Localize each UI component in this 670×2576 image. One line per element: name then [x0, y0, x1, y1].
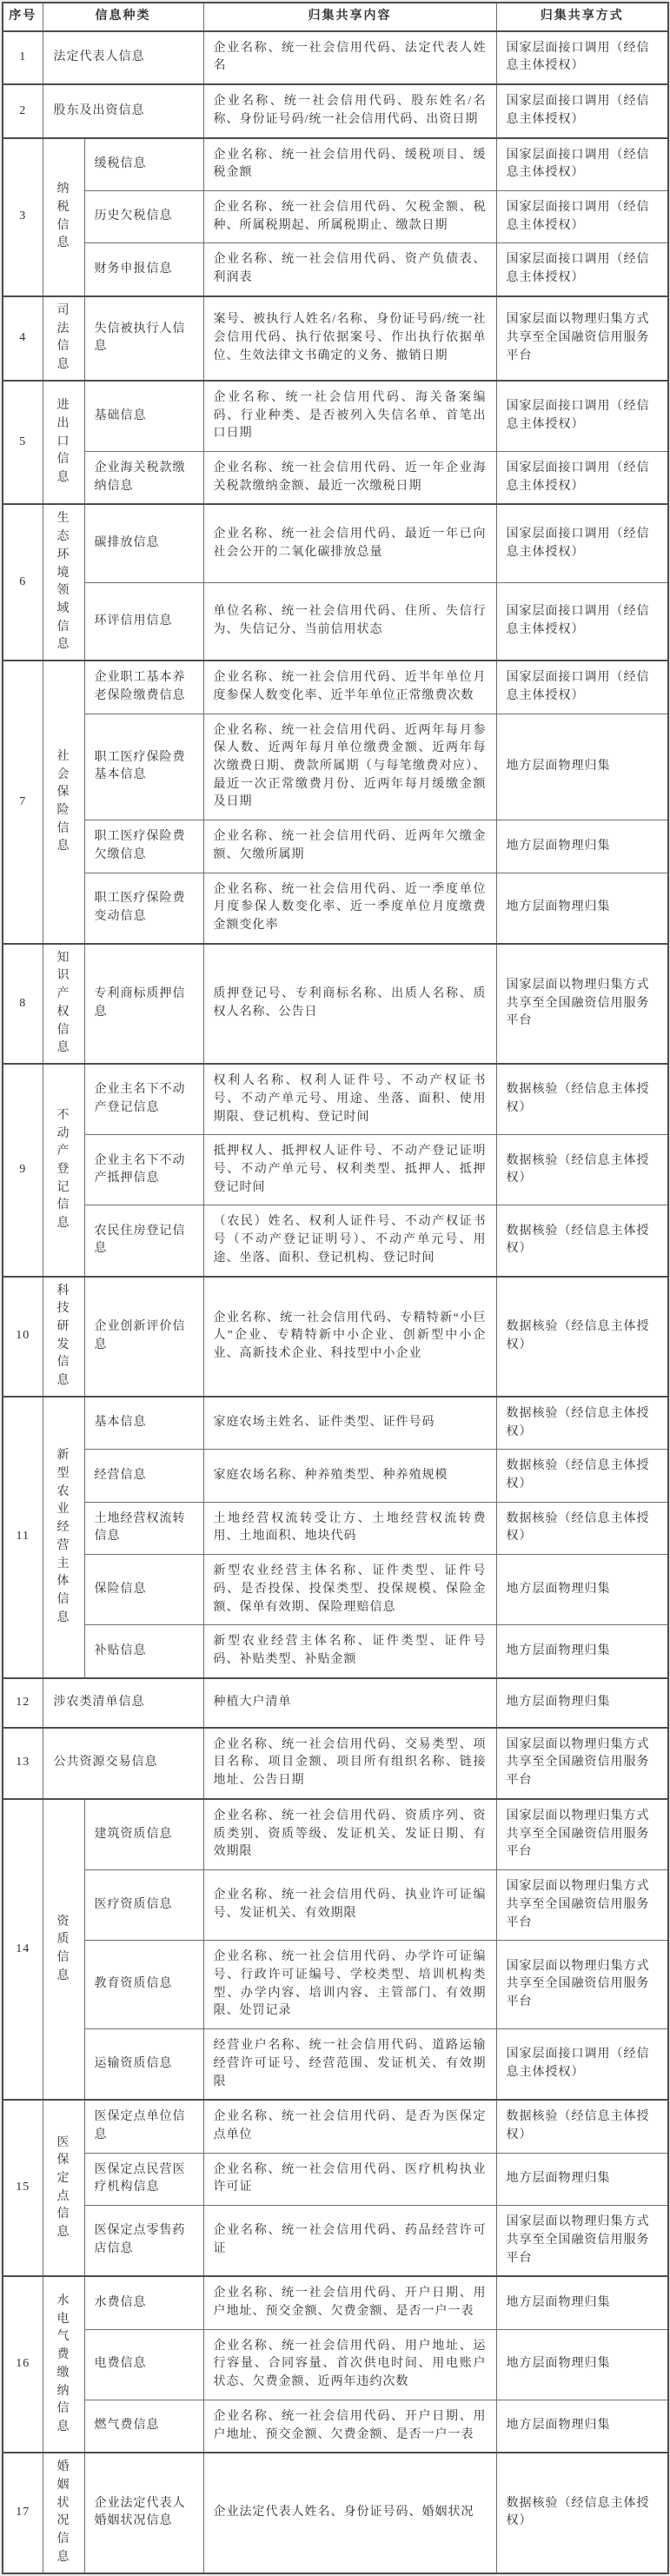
category-cell: 婚姻状况信息	[43, 2453, 84, 2573]
table-row	[3, 31, 668, 84]
content-cell: 新型农业经营主体名称、证件类型、证件号码、补贴类型、补贴金额	[203, 1625, 496, 1678]
table-row	[3, 1502, 668, 1554]
content-cell: 企业名称、统一社会信用代码、开户日期、用户地址、预交金额、欠费金额、是否一户一表	[203, 2400, 496, 2453]
header-serial: 序号	[3, 3, 43, 31]
content-cell: 企业名称、统一社会信用代码、用户地址、运行容量、合同容量、首次供电时间、用电账户状态、欠费金额、近两年违约次数	[203, 2329, 496, 2400]
content-cell: 企业名称、统一社会信用代码、法定代表人姓名	[203, 31, 496, 84]
table-row	[3, 2206, 668, 2277]
subcategory-cell: 教育资质信息	[84, 1941, 203, 2029]
method-cell: 数据核验（经信息主体授权）	[496, 1064, 668, 1135]
method-cell: 国家层面接口调用（经信息主体授权）	[496, 451, 668, 504]
header-row	[3, 3, 668, 31]
header-content: 归集共享内容	[203, 3, 496, 31]
serial-cell: 16	[3, 2276, 43, 2453]
content-cell: 企业名称、统一社会信用代码、最近一年已向社会公开的二氧化碳排放总量	[203, 504, 496, 582]
method-cell: 数据核验（经信息主体授权）	[496, 2453, 668, 2573]
content-cell: 企业名称、统一社会信用代码、交易类型、项目名称、项目金额、项目所有组织名称、链接地址、公告日期	[203, 1728, 496, 1799]
method-cell: 国家层面接口调用（经信息主体授权）	[496, 191, 668, 243]
method-cell: 地方层面物理归集	[496, 2153, 668, 2205]
table-row	[3, 1450, 668, 1502]
table-row	[3, 138, 668, 191]
subcategory-cell: 财务申报信息	[84, 243, 203, 296]
content-cell: 企业名称、统一社会信用代码、资质序列、资质类别、资质等级、发证机关、发证日期、有效期限	[203, 1799, 496, 1870]
method-cell: 国家层面接口调用（经信息主体授权）	[496, 2029, 668, 2101]
content-cell: 企业名称、统一社会信用代码、近一季度单位月度参保人数变化率、近一季度单位月度缴费金额变化率	[203, 873, 496, 944]
table-row	[3, 191, 668, 243]
method-cell: 国家层面接口调用（经信息主体授权）	[496, 504, 668, 582]
content-cell: 企业名称、统一社会信用代码、欠税金额、税种、所属税期起、所属税期止、缴款日期	[203, 191, 496, 243]
content-cell: 抵押权人、抵押权人证件号、不动产登记证明号、不动产单元号、权利类型、抵押人、抵押登记时间	[203, 1135, 496, 1205]
serial-cell: 2	[3, 84, 43, 137]
serial-cell: 6	[3, 504, 43, 661]
method-cell: 地方层面物理归集	[496, 873, 668, 944]
table-row	[3, 2453, 668, 2573]
method-cell: 国家层面接口调用（经信息主体授权）	[496, 31, 668, 84]
method-cell: 国家层面以物理归集方式共享至全国融资信用服务平台	[496, 1870, 668, 1941]
category-cell: 股东及出资信息	[43, 84, 203, 137]
table-row	[3, 84, 668, 137]
serial-cell: 9	[3, 1064, 43, 1276]
content-cell: 企业名称、统一社会信用代码、资产负债表、利润表	[203, 243, 496, 296]
category-cell: 纳税信息	[43, 138, 84, 296]
table-row	[3, 1135, 668, 1205]
category-cell: 资质信息	[43, 1799, 84, 2100]
method-cell: 地方层面物理归集	[496, 1625, 668, 1678]
content-cell: 新型农业经营主体名称、证件类型、证件号码、是否投保、投保类型、投保规模、保险金额、保单有效期、保险理赔信息	[203, 1555, 496, 1625]
method-cell: 国家层面以物理归集方式共享至全国融资信用服务平台	[496, 296, 668, 381]
subcategory-cell: 水费信息	[84, 2276, 203, 2329]
method-cell: 国家层面以物理归集方式共享至全国融资信用服务平台	[496, 2206, 668, 2277]
method-cell: 数据核验（经信息主体授权）	[496, 2100, 668, 2153]
table-row	[3, 1728, 668, 1799]
content-cell: 企业名称、统一社会信用代码、近两年欠缴金额、欠缴所属期	[203, 820, 496, 873]
content-cell: 家庭农场名称、种养殖类型、种养殖规模	[203, 1450, 496, 1502]
table-row	[3, 504, 668, 582]
method-cell: 数据核验（经信息主体授权）	[496, 1135, 668, 1205]
method-cell: 国家层面以物理归集方式共享至全国融资信用服务平台	[496, 1941, 668, 2029]
category-cell: 司法信息	[43, 296, 84, 381]
serial-cell: 11	[3, 1397, 43, 1678]
method-cell: 数据核验（经信息主体授权）	[496, 1502, 668, 1554]
table-row	[3, 2153, 668, 2205]
table-row	[3, 1205, 668, 1277]
subcategory-cell: 企业主名下不动产登记信息	[84, 1064, 203, 1135]
table-row	[3, 1277, 668, 1397]
subcategory-cell: 专利商标质押信息	[84, 944, 203, 1064]
content-cell: 企业名称、统一社会信用代码、缓税项目、缓税金额	[203, 138, 496, 191]
content-cell: 企业名称、统一社会信用代码、办学许可证编号、行政许可证编号、学校类型、培训机构类型、办学内容、培训内容、主管部门、有效期限、处罚记录	[203, 1941, 496, 2029]
table-row	[3, 873, 668, 944]
category-cell: 涉农类清单信息	[43, 1678, 203, 1728]
content-cell: 企业名称、统一社会信用代码、药品经营许可证	[203, 2206, 496, 2277]
subcategory-cell: 电费信息	[84, 2329, 203, 2400]
method-cell: 数据核验（经信息主体授权）	[496, 1277, 668, 1397]
content-cell: 案号、被执行人姓名/名称、身份证号码/统一社会信用代码、执行依据案号、作出执行依据单位、生效法律文书确定的义务、撤销日期	[203, 296, 496, 381]
table-row	[3, 381, 668, 452]
method-cell: 地方层面物理归集	[496, 1555, 668, 1625]
subcategory-cell: 企业职工基本养老保险缴费信息	[84, 661, 203, 714]
info-table-body	[3, 31, 668, 2573]
subcategory-cell: 企业法定代表人婚姻状况信息	[84, 2453, 203, 2573]
table-row	[3, 2400, 668, 2453]
serial-cell: 10	[3, 1277, 43, 1397]
method-cell: 数据核验（经信息主体授权）	[496, 1450, 668, 1502]
header-method: 归集共享方式	[496, 3, 668, 31]
content-cell: 家庭农场主姓名、证件类型、证件号码	[203, 1397, 496, 1450]
category-cell: 医保定点信息	[43, 2100, 84, 2276]
subcategory-cell: 医保定点零售药店信息	[84, 2206, 203, 2277]
content-cell: 企业名称、统一社会信用代码、开户日期、用户地址、预交金额、欠费金额、是否一户一表	[203, 2276, 496, 2329]
content-cell: 企业名称、统一社会信用代码、专精特新“小巨人”企业、专精特新中小企业、创新型中小企业、高新技术企业、科技型中小企业	[203, 1277, 496, 1397]
method-cell: 地方层面物理归集	[496, 2329, 668, 2400]
subcategory-cell: 历史欠税信息	[84, 191, 203, 243]
subcategory-cell: 职工医疗保险费变动信息	[84, 873, 203, 944]
method-cell: 国家层面接口调用（经信息主体授权）	[496, 138, 668, 191]
method-cell: 地方层面物理归集	[496, 2276, 668, 2329]
category-cell: 法定代表人信息	[43, 31, 203, 84]
category-cell: 新型农业经营主体信息	[43, 1397, 84, 1678]
content-cell: 企业名称、统一社会信用代码、医疗机构执业许可证	[203, 2153, 496, 2205]
subcategory-cell: 基础信息	[84, 381, 203, 452]
table-row	[3, 2276, 668, 2329]
subcategory-cell: 医疗资质信息	[84, 1870, 203, 1941]
table-row	[3, 1799, 668, 1870]
category-cell: 社会保险信息	[43, 661, 84, 944]
table-row	[3, 1870, 668, 1941]
content-cell: 企业名称、统一社会信用代码、股东姓名/名称、身份证号码/统一社会信用代码、出资日期	[203, 84, 496, 137]
table-row	[3, 820, 668, 873]
category-cell: 公共资源交易信息	[43, 1728, 203, 1799]
method-cell: 国家层面接口调用（经信息主体授权）	[496, 381, 668, 452]
method-cell: 地方层面物理归集	[496, 714, 668, 820]
subcategory-cell: 土地经营权流转信息	[84, 1502, 203, 1554]
subcategory-cell: 失信被执行人信息	[84, 296, 203, 381]
method-cell: 国家层面接口调用（经信息主体授权）	[496, 243, 668, 296]
category-cell: 水电气费缴纳信息	[43, 2276, 84, 2453]
serial-cell: 12	[3, 1678, 43, 1728]
subcategory-cell: 职工医疗保险费基本信息	[84, 714, 203, 820]
subcategory-cell: 碳排放信息	[84, 504, 203, 582]
content-cell: 企业名称、统一社会信用代码、近两年每月参保人数、近两年每月单位缴费金额、近两年每次缴费日期、费款所属期（与每笔缴费对应）、最近一次正常缴费月份、近两年每月缓缴金额及日期	[203, 714, 496, 820]
subcategory-cell: 医保定点民营医疗机构信息	[84, 2153, 203, 2205]
method-cell: 国家层面以物理归集方式共享至全国融资信用服务平台	[496, 1799, 668, 1870]
subcategory-cell: 职工医疗保险费欠缴信息	[84, 820, 203, 873]
subcategory-cell: 经营信息	[84, 1450, 203, 1502]
content-cell: 土地经营权流转受让方、土地经营权流转费用、土地面积、地块代码	[203, 1502, 496, 1554]
subcategory-cell: 农民住房登记信息	[84, 1205, 203, 1277]
content-cell: 质押登记号、专利商标名称、出质人名称、质权人名称、公告日	[203, 944, 496, 1064]
category-cell: 生态环境领域信息	[43, 504, 84, 661]
category-cell: 进出口信息	[43, 381, 84, 505]
subcategory-cell: 医保定点单位信息	[84, 2100, 203, 2153]
method-cell: 国家层面以物理归集方式共享至全国融资信用服务平台	[496, 944, 668, 1064]
table-row	[3, 714, 668, 820]
subcategory-cell: 环评信用信息	[84, 582, 203, 661]
content-cell: 权利人名称、权利人证件号、不动产权证书号、不动产单元号、用途、坐落、面积、使用期限、登记机构、登记时间	[203, 1064, 496, 1135]
method-cell: 国家层面接口调用（经信息主体授权）	[496, 582, 668, 661]
method-cell: 地方层面物理归集	[496, 2400, 668, 2453]
serial-cell: 5	[3, 381, 43, 505]
content-cell: 企业名称、统一社会信用代码、近一年企业海关税款缴纳金额、最近一次缴税日期	[203, 451, 496, 504]
table-header	[3, 3, 668, 31]
content-cell: 种植大户清单	[203, 1678, 496, 1728]
table-row	[3, 1625, 668, 1678]
serial-cell: 7	[3, 661, 43, 944]
table-row	[3, 1064, 668, 1135]
category-cell: 知识产权信息	[43, 944, 84, 1064]
serial-cell: 1	[3, 31, 43, 84]
table-row	[3, 582, 668, 661]
table-row	[3, 1678, 668, 1728]
method-cell: 地方层面物理归集	[496, 1678, 668, 1728]
content-cell: 经营业户名称、统一社会信用代码、道路运输经营许可证号、经营范围、发证机关、有效期限	[203, 2029, 496, 2101]
table-row	[3, 2029, 668, 2101]
table-row	[3, 1941, 668, 2029]
table-row	[3, 1555, 668, 1625]
method-cell: 数据核验（经信息主体授权）	[496, 1205, 668, 1277]
table-row	[3, 1397, 668, 1450]
method-cell: 数据核验（经信息主体授权）	[496, 1397, 668, 1450]
subcategory-cell: 运输资质信息	[84, 2029, 203, 2101]
subcategory-cell: 基本信息	[84, 1397, 203, 1450]
method-cell: 国家层面以物理归集方式共享至全国融资信用服务平台	[496, 1728, 668, 1799]
subcategory-cell: 企业创新评价信息	[84, 1277, 203, 1397]
serial-cell: 8	[3, 944, 43, 1064]
subcategory-cell: 企业海关税款缴纳信息	[84, 451, 203, 504]
subcategory-cell: 建筑资质信息	[84, 1799, 203, 1870]
header-category: 信息种类	[43, 3, 203, 31]
category-cell: 不动产登记信息	[43, 1064, 84, 1276]
subcategory-cell: 燃气费信息	[84, 2400, 203, 2453]
subcategory-cell: 企业主名下不动产抵押信息	[84, 1135, 203, 1205]
serial-cell: 13	[3, 1728, 43, 1799]
content-cell: （农民）姓名、权利人证件号、不动产权证书号（不动产登记证明号）、不动产单元号、用途、坐落、面积、登记机构、登记时间	[203, 1205, 496, 1277]
method-cell: 国家层面接口调用（经信息主体授权）	[496, 661, 668, 714]
content-cell: 企业名称、统一社会信用代码、是否为医保定点单位	[203, 2100, 496, 2153]
serial-cell: 17	[3, 2453, 43, 2573]
content-cell: 企业法定代表人姓名、身份证号码、婚姻状况	[203, 2453, 496, 2573]
table-row	[3, 2100, 668, 2153]
method-cell: 地方层面物理归集	[496, 820, 668, 873]
table-row	[3, 296, 668, 381]
info-table	[2, 2, 669, 2574]
table-row	[3, 451, 668, 504]
content-cell: 单位名称、统一社会信用代码、住所、失信行为、失信记分、当前信用状态	[203, 582, 496, 661]
table-row	[3, 2329, 668, 2400]
serial-cell: 14	[3, 1799, 43, 2100]
serial-cell: 3	[3, 138, 43, 296]
category-cell: 科技研发信息	[43, 1277, 84, 1397]
method-cell: 国家层面接口调用（经信息主体授权）	[496, 84, 668, 137]
table-row	[3, 243, 668, 296]
subcategory-cell: 补贴信息	[84, 1625, 203, 1678]
subcategory-cell: 缓税信息	[84, 138, 203, 191]
serial-cell: 4	[3, 296, 43, 381]
content-cell: 企业名称、统一社会信用代码、海关备案编码、行业种类、是否被列入失信名单、首笔出口日期	[203, 381, 496, 452]
subcategory-cell: 保险信息	[84, 1555, 203, 1625]
table-row	[3, 661, 668, 714]
content-cell: 企业名称、统一社会信用代码、近半年单位月度参保人数变化率、近半年单位正常缴费次数	[203, 661, 496, 714]
content-cell: 企业名称、统一社会信用代码、执业许可证编号、发证机关、有效期限	[203, 1870, 496, 1941]
table-row	[3, 944, 668, 1064]
serial-cell: 15	[3, 2100, 43, 2276]
